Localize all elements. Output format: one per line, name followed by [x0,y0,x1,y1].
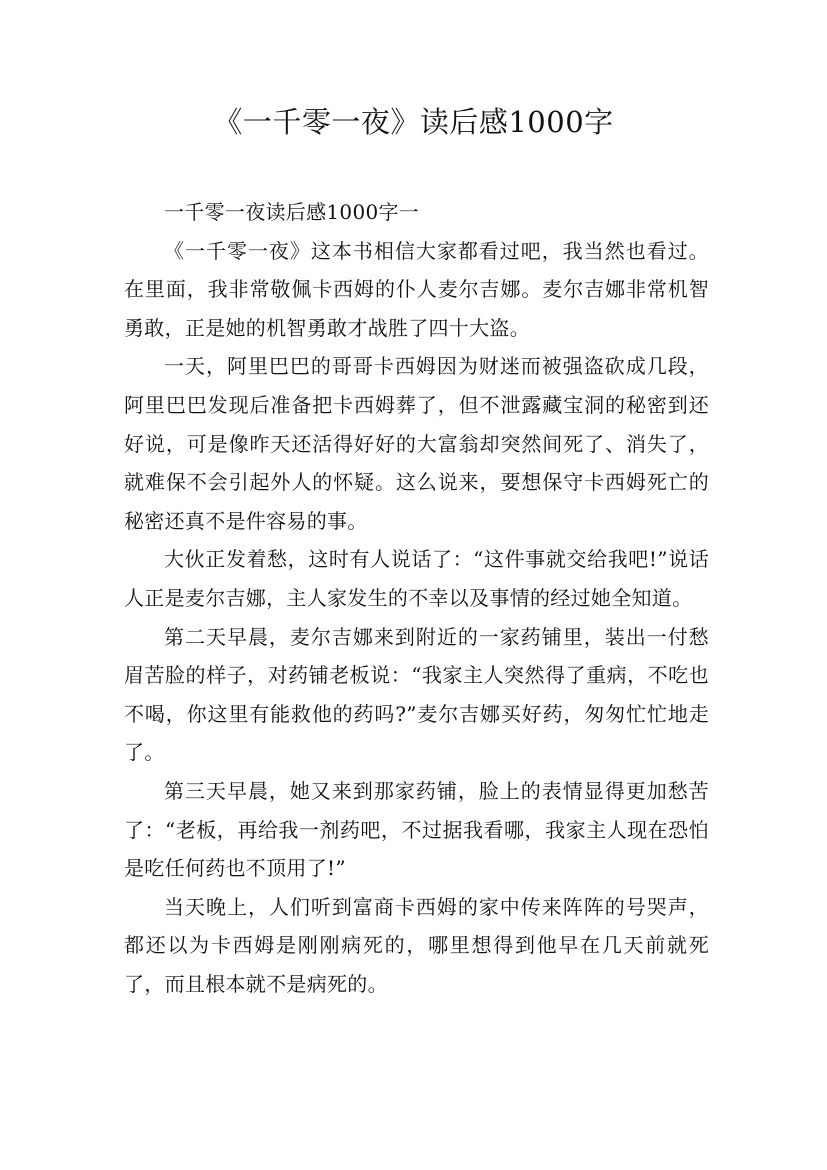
paragraph: 第二天早晨，麦尔吉娜来到附近的一家药铺里，装出一付愁眉苦脸的样子，对药铺老板说：“我家主人突然得了重病，不吃也不喝，你这里有能救他的药吗?”麦尔吉娜买好药，匆匆忙忙地走了。 [124,624,709,765]
paragraph: 一天，阿里巴巴的哥哥卡西姆因为财迷而被强盗砍成几段，阿里巴巴发现后准备把卡西姆葬了，但不泄露藏宝洞的秘密到还好说，可是像昨天还活得好好的大富翁却突然间死了、消失了，就难保不会引起外人的怀疑。这么说来，要想保守卡西姆死亡的秘密还真不是件容易的事。 [124,354,709,533]
paragraph: 《一千零一夜》这本书相信大家都看过吧，我当然也看过。在里面，我非常敬佩卡西姆的仆人麦尔吉娜。麦尔吉娜非常机智勇敢，正是她的机智勇敢才战胜了四十大盗。 [124,238,709,340]
paragraph: 当天晚上，人们听到富商卡西姆的家中传来阵阵的号哭声，都还以为卡西姆是刚刚病死的，哪里想得到他早在几天前就死了，而且根本就不是病死的。 [124,894,709,996]
document-title: 《一千零一夜》读后感1000字 [213,105,614,139]
paragraph: 第三天早晨，她又来到那家药铺，脸上的表情显得更加愁苦了：“老板，再给我一剂药吧，不过据我看哪，我家主人现在恐怕是吃任何药也不顶用了!” [124,778,709,881]
paragraph: 大伙正发着愁，这时有人说话了：“这件事就交给我吧!”说话人正是麦尔吉娜，主人家发生的不幸以及事情的经过她全知道。 [124,547,709,610]
paragraph-subtitle: 一千零一夜读后感1000字一 [164,200,420,224]
document-body [124,193,709,1003]
